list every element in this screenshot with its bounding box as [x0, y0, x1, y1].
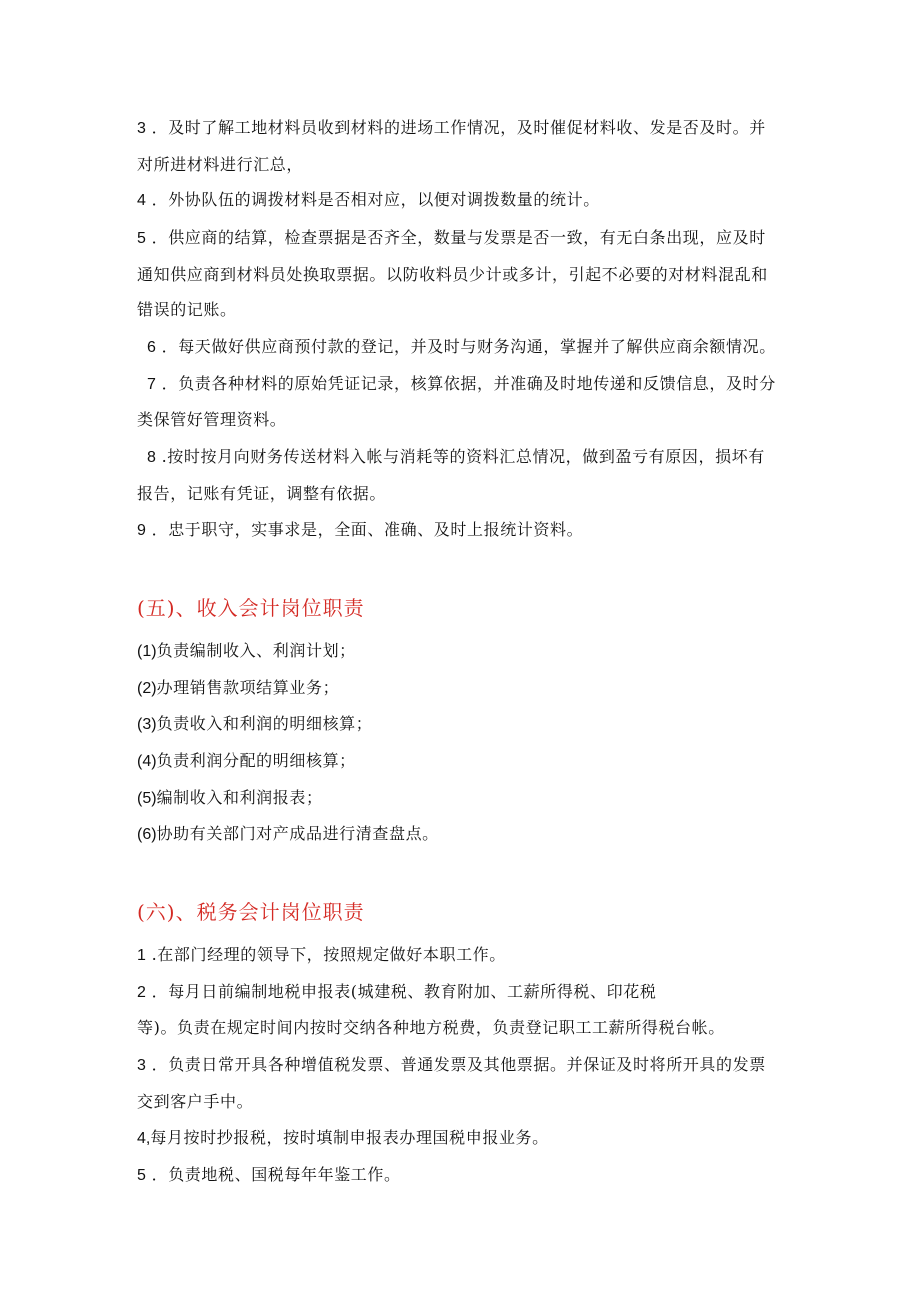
list-item-six-1: [137, 945, 506, 966]
item-number: 1: [137, 947, 146, 964]
item-text: ．忠于职守，实事求是，全面、准确、及时上报统计资料。: [151, 520, 584, 539]
item-text: ．每月日前编制地税申报表(城建税、教育附加、工薪所得税、印花税: [151, 982, 657, 1001]
item-number: 4: [137, 192, 146, 209]
item-number: 6: [147, 339, 156, 356]
item-number: 8: [147, 449, 156, 466]
list-item-five-4: [137, 751, 356, 772]
item-text: ．负责各种材料的原始凭证记录，核算依据，并准确及时地传递和反馈信息，及时分: [161, 374, 776, 393]
list-item-9: [137, 520, 583, 541]
list-item-4: [137, 190, 600, 211]
item-text: 编制收入和利润报表；: [156, 788, 323, 807]
list-item-five-2: [137, 678, 339, 699]
list-item-3-continuation: 对所进材料进行汇总，: [137, 155, 304, 174]
item-number: (6): [137, 826, 157, 843]
item-number: (2): [137, 680, 157, 697]
item-text: ．外协队伍的调拨材料是否相对应，以便对调拨数量的统计。: [151, 190, 600, 209]
item-number: 3: [137, 1057, 146, 1074]
list-item-six-2-continuation: 等)。负责在规定时间内按时交纳各种地方税费，负责登记职工工薪所得税台帐。: [137, 1018, 725, 1037]
list-item-8-continuation: 报告，记账有凭证，调整有依据。: [137, 484, 387, 503]
item-number: (1): [137, 643, 157, 660]
list-item-5-continuation: 通知供应商到材料员处换取票据。以防收料员少计或多计，引起不必要的对材料混乱和: [137, 265, 768, 284]
item-number: 5: [137, 1167, 146, 1184]
item-number: 5: [137, 230, 146, 247]
list-item-five-1: [137, 641, 356, 662]
item-text: .按时按月向财务传送材料入帐与消耗等的资料汇总情况，做到盈亏有原因，损坏有: [161, 447, 765, 466]
list-item-six-3-continuation: 交到客户手中。: [137, 1092, 254, 1111]
list-item-5-continuation-2: 错误的记账。: [137, 300, 237, 319]
item-text: 负责编制收入、利润计划；: [156, 641, 356, 660]
item-text: ．供应商的结算，检查票据是否齐全，数量与发票是否一致，有无白条出现，应及时: [151, 228, 766, 247]
item-number: 4,: [137, 1130, 151, 1147]
list-item-7: [147, 374, 776, 395]
item-text: ．负责日常开具各种增值税发票、普通发票及其他票据。并保证及时将所开具的发票: [151, 1055, 766, 1074]
item-text: 办理销售款项结算业务；: [156, 678, 340, 697]
item-text: 负责利润分配的明细核算；: [156, 751, 356, 770]
item-text: 协助有关部门对产成品进行清查盘点。: [156, 824, 439, 843]
list-item-six-2: [137, 982, 656, 1003]
list-item-five-5: [137, 788, 323, 809]
item-number: 7: [147, 376, 156, 393]
item-number: (4): [137, 753, 157, 770]
item-text: ．每天做好供应商预付款的登记，并及时与财务沟通，掌握并了解供应商余额情况。: [161, 337, 776, 356]
item-text: 负责收入和利润的明细核算；: [156, 714, 373, 733]
list-item-8: [147, 447, 765, 468]
list-item-7-continuation: 类保管好管理资料。: [137, 410, 287, 429]
item-number: (3): [137, 716, 157, 733]
item-text: ．及时了解工地材料员收到材料的进场工作情况，及时催促材料收、发是否及时。并: [151, 118, 766, 137]
section-heading-six: (六)、税务会计岗位职责: [137, 900, 365, 924]
section-heading-five: (五)、收入会计岗位职责: [137, 596, 365, 620]
item-number: 9: [137, 522, 146, 539]
list-item-6: [147, 337, 776, 358]
list-item-six-4: [137, 1128, 549, 1149]
item-number: (5): [137, 790, 157, 807]
list-item-3: [137, 118, 766, 139]
list-item-five-6: [137, 824, 439, 845]
list-item-five-3: [137, 714, 372, 735]
list-item-six-3: [137, 1055, 766, 1076]
item-text: .在部门经理的领导下，按照规定做好本职工作。: [151, 945, 506, 964]
item-number: 2: [137, 984, 146, 1001]
item-text: ．负责地税、国税每年年鉴工作。: [151, 1165, 401, 1184]
list-item-six-5: [137, 1165, 401, 1186]
item-number: 3: [137, 120, 146, 137]
list-item-5: [137, 228, 766, 249]
item-text: 每月按时抄报税，按时填制申报表办理国税申报业务。: [150, 1128, 549, 1147]
